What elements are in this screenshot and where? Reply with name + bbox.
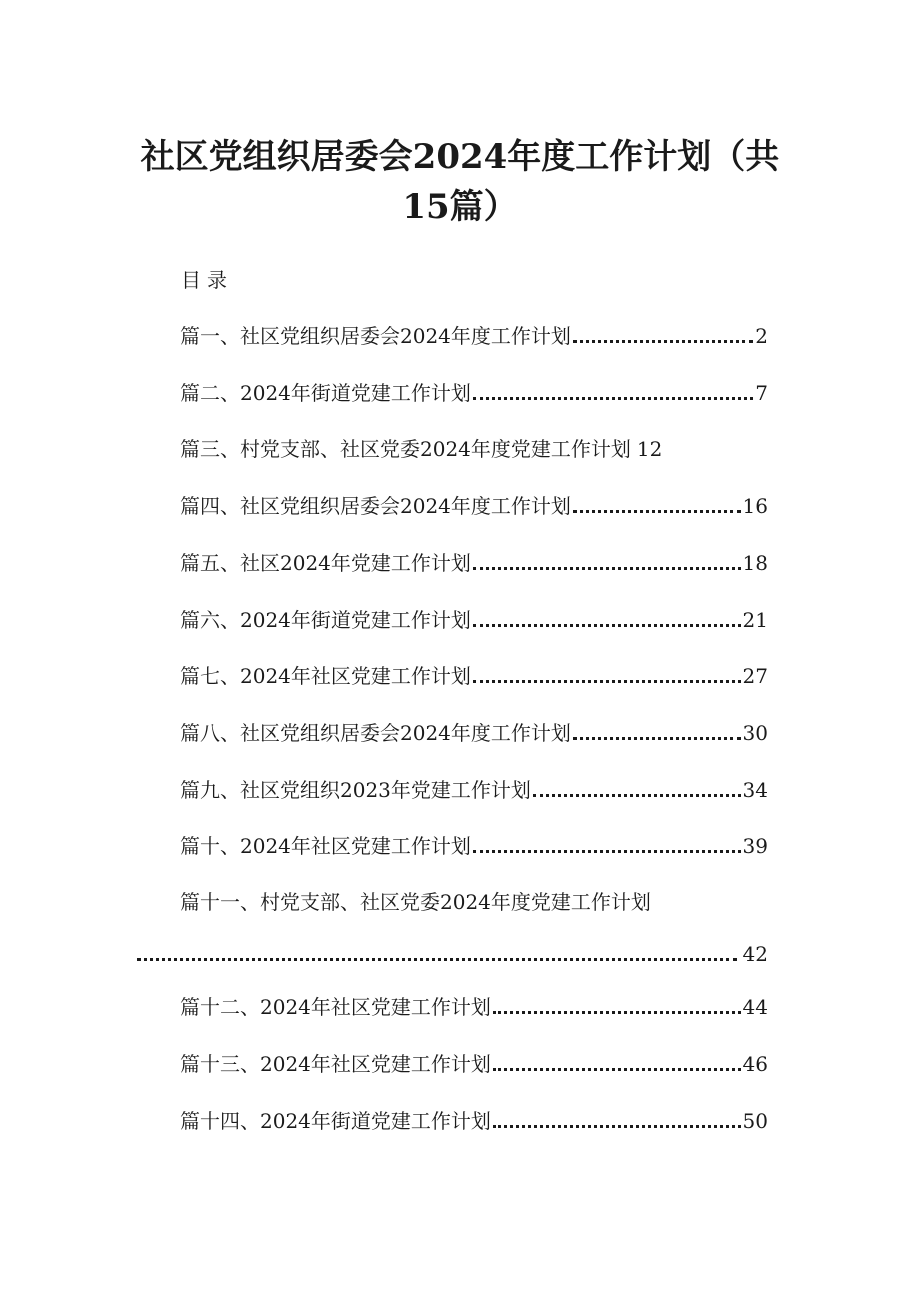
toc-entry-title: 篇四、社区党组织居委会2024年度工作计划 bbox=[180, 494, 571, 518]
toc-entry-page: 18 bbox=[742, 551, 768, 575]
toc-entry-5[interactable] bbox=[180, 548, 768, 578]
toc-entry-4[interactable] bbox=[180, 491, 768, 521]
toc-entry-2[interactable] bbox=[180, 378, 768, 408]
toc-entry-title: 篇五、社区2024年党建工作计划 bbox=[180, 551, 471, 575]
toc-entry-11-leader-line bbox=[137, 939, 768, 969]
toc-entry-1[interactable] bbox=[180, 321, 768, 351]
toc-leader-dots bbox=[473, 850, 741, 853]
title-line-1: 社区党组织居委会2024年度工作计划（共 bbox=[140, 137, 780, 177]
toc-entry-7[interactable] bbox=[180, 661, 768, 691]
toc-entry-page: 12 bbox=[636, 437, 663, 461]
toc-entry-title: 篇七、2024年社区党建工作计划 bbox=[180, 664, 471, 688]
toc-entry-title: 篇十四、2024年街道党建工作计划 bbox=[180, 1109, 491, 1133]
toc-entry-page: 27 bbox=[742, 664, 768, 688]
toc-entry-title: 篇二、2024年街道党建工作计划 bbox=[180, 381, 471, 405]
toc-entry-page: 30 bbox=[742, 721, 768, 745]
toc-leader-dots bbox=[573, 737, 741, 740]
toc-leader-dots bbox=[493, 1068, 741, 1071]
toc-entry-page: 42 bbox=[742, 942, 768, 966]
toc-entry-page: 46 bbox=[742, 1052, 768, 1076]
toc-entry-3[interactable] bbox=[180, 434, 768, 464]
toc-entry-page: 44 bbox=[742, 995, 768, 1019]
toc-entry-page: 39 bbox=[742, 834, 768, 858]
toc-entry-page: 2 bbox=[755, 324, 768, 348]
toc-entry-title: 篇一、社区党组织居委会2024年度工作计划 bbox=[180, 324, 571, 348]
document-title bbox=[140, 132, 780, 232]
toc-leader-dots bbox=[473, 624, 741, 627]
toc-leader-dots bbox=[573, 510, 741, 513]
toc-leader-dots bbox=[473, 567, 741, 570]
toc-entry-title: 篇十、2024年社区党建工作计划 bbox=[180, 834, 471, 858]
toc-entry-page: 21 bbox=[742, 608, 768, 632]
toc-leader-dots bbox=[533, 794, 741, 797]
toc-entry-page: 34 bbox=[742, 778, 768, 802]
toc-entry-title: 篇九、社区党组织2023年党建工作计划 bbox=[180, 778, 531, 802]
toc-entry-page: 50 bbox=[742, 1109, 768, 1133]
toc-leader-dots bbox=[473, 680, 741, 683]
toc-entry-8[interactable] bbox=[180, 718, 768, 748]
title-line-2: 15篇） bbox=[402, 187, 518, 227]
toc-entry-title: 篇三、村党支部、社区党委2024年度党建工作计划 bbox=[180, 437, 631, 461]
toc-heading: 目录 bbox=[181, 268, 233, 292]
toc-entry-page: 16 bbox=[742, 494, 768, 518]
toc-leader-dots bbox=[493, 1011, 741, 1014]
toc-entry-title: 篇十一、村党支部、社区党委2024年度党建工作计划 bbox=[180, 890, 651, 914]
toc-entry-title: 篇十三、2024年社区党建工作计划 bbox=[180, 1052, 491, 1076]
toc-leader-dots bbox=[573, 340, 753, 343]
toc-entry-9[interactable] bbox=[180, 775, 768, 805]
toc-entry-14[interactable] bbox=[180, 1106, 768, 1136]
toc-entry-10[interactable] bbox=[180, 831, 768, 861]
toc-leader-dots bbox=[493, 1125, 741, 1128]
toc-leader-dots bbox=[473, 397, 753, 400]
toc-entry-6[interactable] bbox=[180, 605, 768, 635]
toc-entry-title: 篇八、社区党组织居委会2024年度工作计划 bbox=[180, 721, 571, 745]
toc-entry-13[interactable] bbox=[180, 1049, 768, 1079]
toc-entry-12[interactable] bbox=[180, 992, 768, 1022]
toc-entry-page: 7 bbox=[755, 381, 768, 405]
toc-leader-dots bbox=[137, 958, 737, 961]
toc-entry-title: 篇六、2024年街道党建工作计划 bbox=[180, 608, 471, 632]
toc-entry-title: 篇十二、2024年社区党建工作计划 bbox=[180, 995, 491, 1019]
